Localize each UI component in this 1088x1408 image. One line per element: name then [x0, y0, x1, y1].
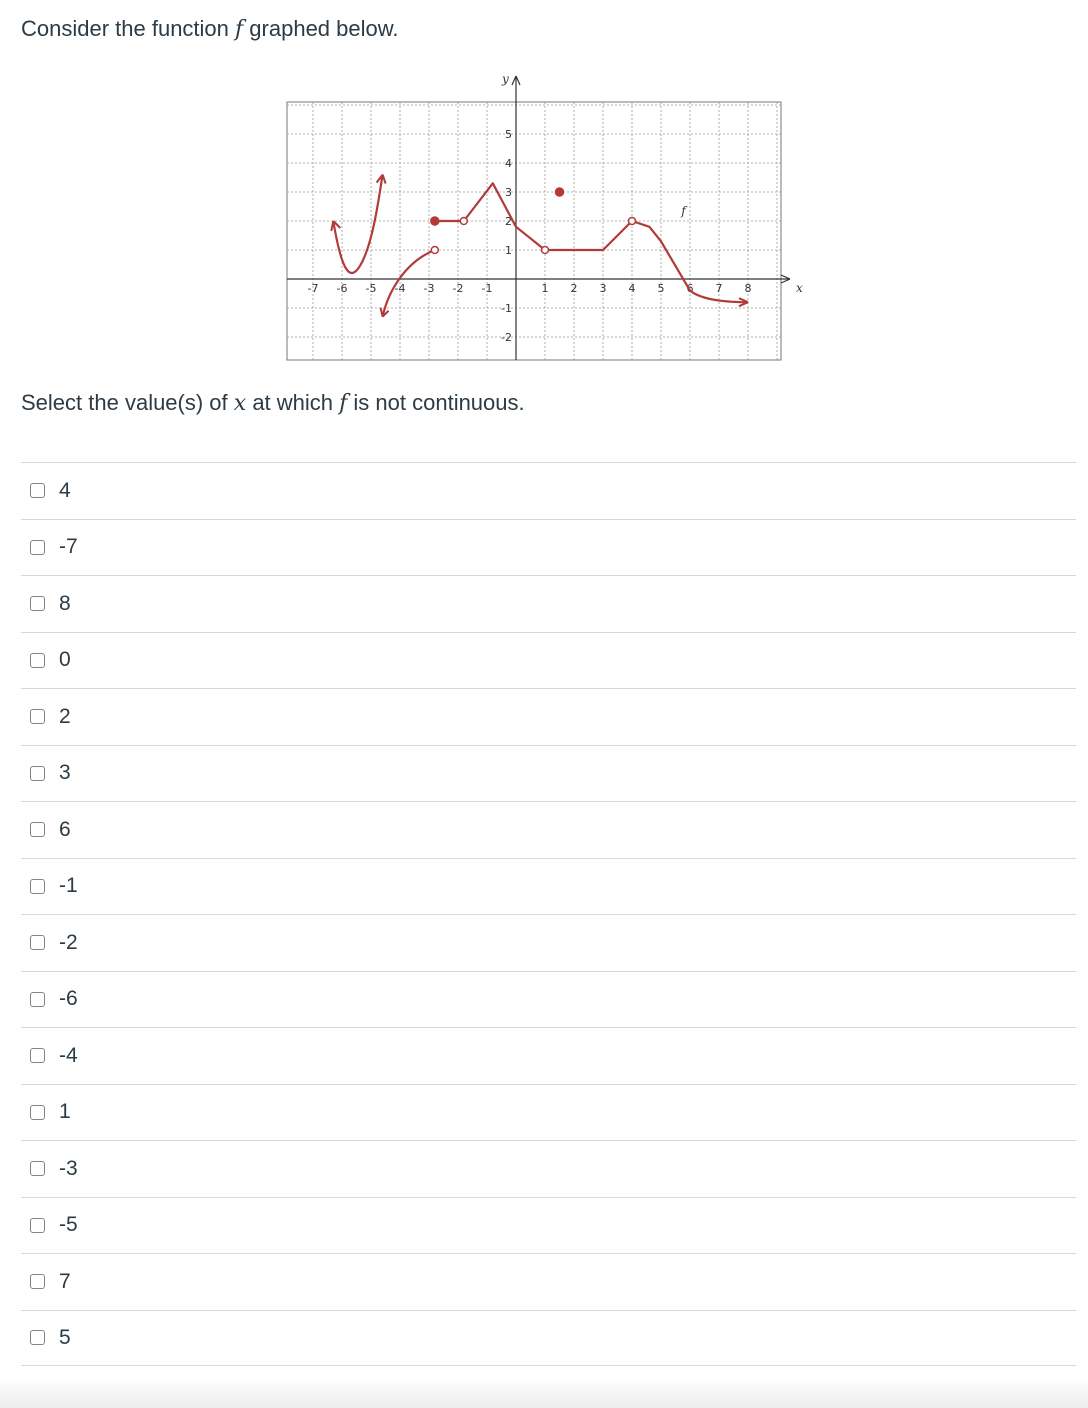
- answer-checkbox[interactable]: [30, 1274, 45, 1289]
- open-point: [629, 218, 636, 225]
- y-tick-label: 2: [505, 215, 512, 228]
- answer-checkbox[interactable]: [30, 992, 45, 1007]
- answer-checkbox[interactable]: [30, 766, 45, 781]
- answer-checkbox[interactable]: [30, 653, 45, 668]
- graph-grid: [287, 102, 781, 360]
- answer-checkbox[interactable]: [30, 1330, 45, 1345]
- closed-point: [431, 217, 439, 225]
- x-tick-label: -2: [452, 282, 464, 295]
- answer-option[interactable]: [21, 1253, 1076, 1310]
- question-var-f: f: [339, 391, 348, 416]
- answer-checkbox[interactable]: [30, 1161, 45, 1176]
- answer-checkbox[interactable]: [30, 822, 45, 837]
- x-tick-label: -3: [423, 282, 435, 295]
- answer-option[interactable]: [21, 462, 1076, 519]
- function-curve: [331, 175, 748, 317]
- question-var-x: x: [233, 391, 247, 416]
- answer-checkbox[interactable]: [30, 1218, 45, 1233]
- question-middle: at which: [246, 390, 340, 415]
- answer-label: 3: [59, 761, 71, 785]
- x-tick-label: 7: [715, 282, 723, 295]
- answer-option[interactable]: [21, 1197, 1076, 1254]
- answer-checkbox[interactable]: [30, 709, 45, 724]
- answer-label: -6: [59, 987, 78, 1011]
- answer-option[interactable]: [21, 745, 1076, 802]
- answer-option[interactable]: [21, 575, 1076, 632]
- answer-checkbox[interactable]: [30, 540, 45, 555]
- answer-option[interactable]: [21, 971, 1076, 1028]
- open-point: [460, 218, 467, 225]
- answer-option[interactable]: [21, 914, 1076, 971]
- answer-label: -7: [59, 535, 78, 559]
- y-tick-label: 1: [505, 244, 512, 257]
- answer-option[interactable]: [21, 1140, 1076, 1197]
- x-tick-label: 5: [657, 282, 665, 295]
- answer-label: -1: [59, 874, 78, 898]
- x-tick-label: -1: [481, 282, 493, 295]
- answer-option[interactable]: [21, 632, 1076, 689]
- answer-label: 8: [59, 591, 71, 615]
- answer-checkbox[interactable]: [30, 483, 45, 498]
- answer-option[interactable]: [21, 688, 1076, 745]
- grid-border: [287, 102, 781, 360]
- curve-middle-piece: [435, 183, 690, 290]
- answer-option[interactable]: [21, 1084, 1076, 1141]
- x-tick-label: -6: [336, 282, 348, 295]
- x-tick-label: 8: [744, 282, 752, 295]
- answer-checkbox[interactable]: [30, 1048, 45, 1063]
- x-tick-label: -7: [307, 282, 319, 295]
- prompt-before: Consider the function: [21, 16, 236, 41]
- prompt-after: graphed below.: [243, 16, 399, 41]
- open-point: [431, 247, 438, 254]
- function-label: f: [681, 204, 686, 219]
- x-axis-label: x: [796, 281, 803, 295]
- answer-list: [21, 462, 1076, 1366]
- answer-label: 1: [59, 1100, 71, 1124]
- y-tick-label: 5: [505, 128, 512, 141]
- x-tick-label: -4: [394, 282, 406, 295]
- answer-option[interactable]: [21, 858, 1076, 915]
- prompt-text: [21, 14, 399, 45]
- x-tick-label: 1: [541, 282, 549, 295]
- x-tick-label: 4: [628, 282, 636, 295]
- question-after: is not continuous.: [347, 390, 525, 415]
- answer-checkbox[interactable]: [30, 879, 45, 894]
- answer-label: -5: [59, 1213, 78, 1237]
- x-tick-label: 3: [599, 282, 607, 295]
- open-point: [542, 247, 549, 254]
- answer-label: 6: [59, 817, 71, 841]
- answer-option[interactable]: [21, 1310, 1076, 1367]
- answer-checkbox[interactable]: [30, 935, 45, 950]
- curve-left-parabola: [333, 175, 382, 273]
- answer-label: 4: [59, 478, 71, 502]
- function-graph: [272, 68, 803, 368]
- y-tick-label: -2: [501, 331, 512, 344]
- question-text: [21, 388, 525, 419]
- answer-option[interactable]: [21, 519, 1076, 576]
- answer-checkbox[interactable]: [30, 596, 45, 611]
- y-tick-label: 4: [505, 157, 512, 170]
- y-axis-label: y: [502, 72, 509, 86]
- prompt-function-var: f: [235, 17, 244, 42]
- y-tick-label: -1: [501, 302, 512, 315]
- answer-label: 5: [59, 1325, 71, 1349]
- answer-label: -3: [59, 1156, 78, 1180]
- x-tick-label: 2: [570, 282, 578, 295]
- answer-label: -4: [59, 1043, 78, 1067]
- answer-option[interactable]: [21, 1027, 1076, 1084]
- x-tick-label: 6: [686, 282, 694, 295]
- y-tick-label: 3: [505, 186, 512, 199]
- answer-option[interactable]: [21, 801, 1076, 858]
- answer-label: 0: [59, 648, 71, 672]
- answer-checkbox[interactable]: [30, 1105, 45, 1120]
- bottom-shadow: [0, 1378, 1088, 1408]
- graph-ticks: [308, 128, 752, 344]
- answer-label: 2: [59, 704, 71, 728]
- answer-label: 7: [59, 1269, 71, 1293]
- closed-point: [556, 188, 564, 196]
- answer-label: -2: [59, 930, 78, 954]
- x-tick-label: -5: [365, 282, 377, 295]
- question-before: Select the value(s) of: [21, 390, 234, 415]
